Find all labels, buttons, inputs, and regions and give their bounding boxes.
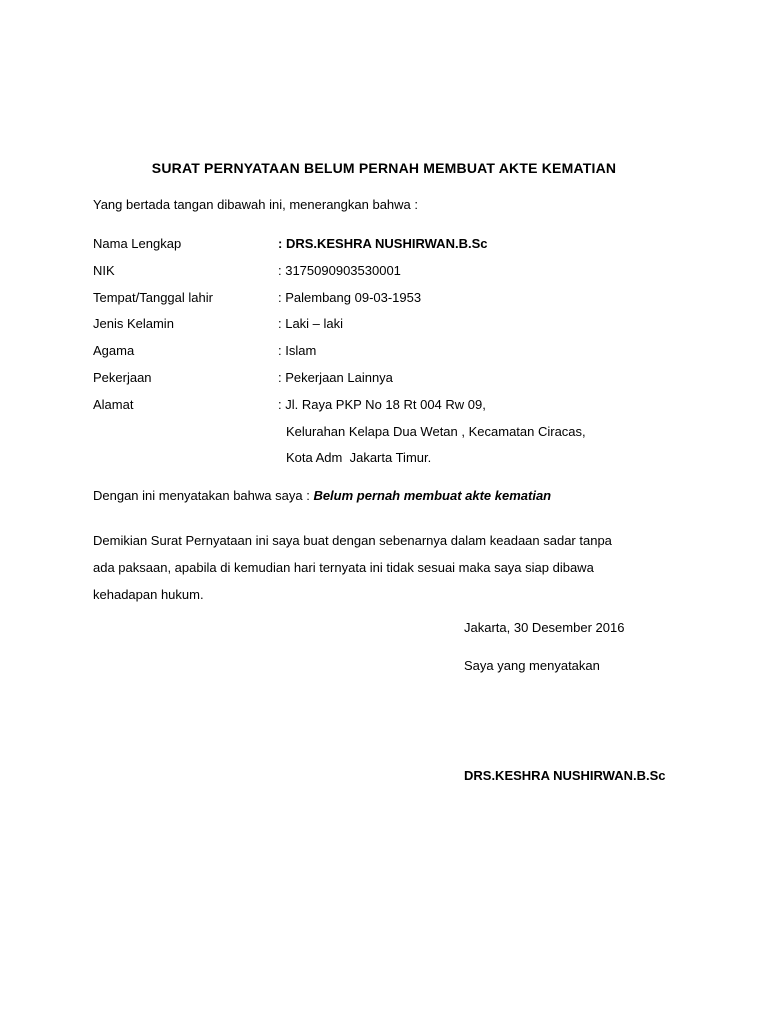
field-label: Alamat (93, 396, 134, 412)
address-line: Kelurahan Kelapa Dua Wetan , Kecamatan Ciracas, (286, 423, 586, 439)
field-value: : Islam (278, 343, 317, 359)
document-title: SURAT PERNYATAAN BELUM PERNAH MEMBUAT AKTE KEMATIAN (151, 160, 617, 176)
field-value: : Jl. Raya PKP No 18 Rt 004 Rw 09, (278, 396, 486, 412)
place-date: Jakarta, 30 Desember 2016 (464, 620, 625, 635)
identity-fields (93, 236, 693, 477)
closing-line: kehadapan hukum. (93, 587, 204, 602)
field-label: Nama Lengkap (93, 236, 182, 251)
field-label: Pekerjaan (93, 369, 152, 385)
field-row-address (93, 397, 693, 424)
declarer-label: Saya yang menyatakan (464, 658, 600, 673)
field-label: NIK (93, 262, 115, 278)
statement-prefix: Dengan ini menyatakan bahwa saya : (93, 488, 310, 503)
statement-emphasis: Belum pernah membuat akte kematian (313, 488, 552, 503)
closing-line: Demikian Surat Pernyataan ini saya buat dengan sebenarnya dalam keadaan sadar tanpa (93, 533, 612, 548)
address-line: Kota Adm Jakarta Timur. (286, 450, 432, 466)
field-row-name (93, 236, 693, 263)
field-row-birth (93, 290, 693, 317)
closing-line: ada paksaan, apabila di kemudian hari ternyata ini tidak sesuai maka saya siap dibawa (93, 560, 594, 575)
field-row-gender (93, 316, 693, 343)
field-row-nik (93, 263, 693, 290)
statement-line (93, 488, 551, 503)
address-continuation (93, 450, 693, 477)
field-row-religion (93, 343, 693, 370)
field-value: : DRS.KESHRA NUSHIRWAN.B.Sc (278, 236, 488, 251)
intro-text: Yang bertada tangan dibawah ini, menerangkan bahwa : (93, 197, 418, 212)
field-value: : Palembang 09-03-1953 (278, 289, 422, 305)
field-value: : 3175090903530001 (278, 262, 401, 278)
closing-paragraph (93, 527, 673, 608)
field-label: Agama (93, 343, 135, 359)
field-row-occupation (93, 370, 693, 397)
address-continuation (93, 424, 693, 451)
field-label: Jenis Kelamin (93, 316, 174, 332)
signatory-name: DRS.KESHRA NUSHIRWAN.B.Sc (464, 768, 666, 783)
field-label: Tempat/Tanggal lahir (93, 289, 213, 305)
field-value: : Pekerjaan Lainnya (278, 369, 393, 385)
field-value: : Laki – laki (278, 316, 344, 332)
